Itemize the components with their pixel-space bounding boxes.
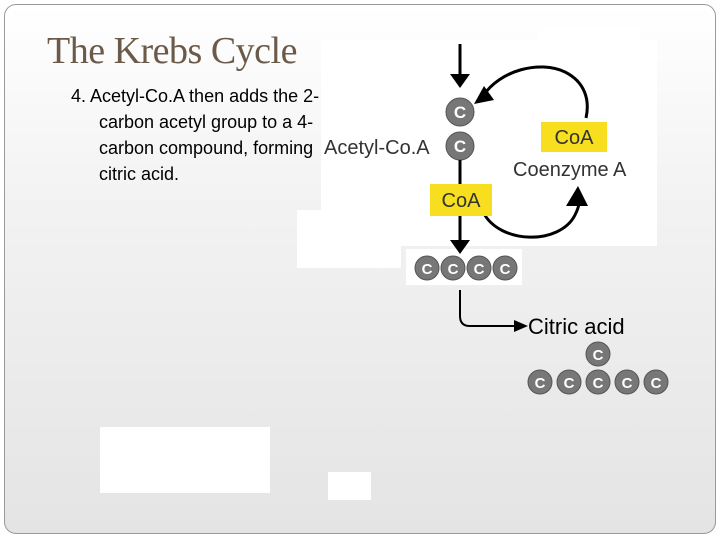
acetyl-coa-label: Acetyl-Co.A — [324, 137, 430, 159]
citric-carbon-3-label: C — [592, 375, 604, 392]
citric-arrow-head — [514, 320, 528, 332]
slide-title: The Krebs Cycle — [47, 30, 297, 72]
citric-acid-molecule — [528, 342, 668, 394]
acetyl-carbon-2-label: C — [453, 137, 467, 156]
citric-acid-label: Citric acid — [528, 314, 625, 339]
coa-loop-top-head — [474, 86, 494, 104]
citric-carbon-4-label: C — [621, 375, 633, 392]
four-carbon-2-label: C — [447, 261, 459, 278]
citric-arrow — [460, 290, 516, 326]
coa-loop-bottom — [483, 195, 579, 237]
four-carbon-4-label: C — [499, 261, 511, 278]
down-arrow-head — [450, 240, 470, 254]
bullet-text: 4. Acetyl-Co.A then adds the 2-carbon acetyl group to a 4-carbon compound, forming citric acid. — [71, 86, 320, 184]
coa-box-lower-label: CoA — [441, 190, 481, 212]
citric-carbon-5-label: C — [650, 375, 662, 392]
coa-box-right-label: CoA — [554, 127, 594, 149]
four-carbon-3-label: C — [473, 261, 485, 278]
four-carbon-compound — [415, 256, 517, 280]
coa-loop-bottom-head — [566, 186, 588, 206]
four-carbon-1-label: C — [421, 261, 433, 278]
coa-loop-top — [483, 67, 587, 118]
top-arrow-head — [450, 74, 470, 88]
acetyl-carbon-1-label: C — [453, 103, 467, 122]
coenzyme-a-label: Coenzyme A — [513, 159, 627, 181]
citric-carbon-1-label: C — [534, 375, 546, 392]
citric-carbon-2-label: C — [563, 375, 575, 392]
citric-branch-carbon-label: C — [592, 347, 604, 364]
